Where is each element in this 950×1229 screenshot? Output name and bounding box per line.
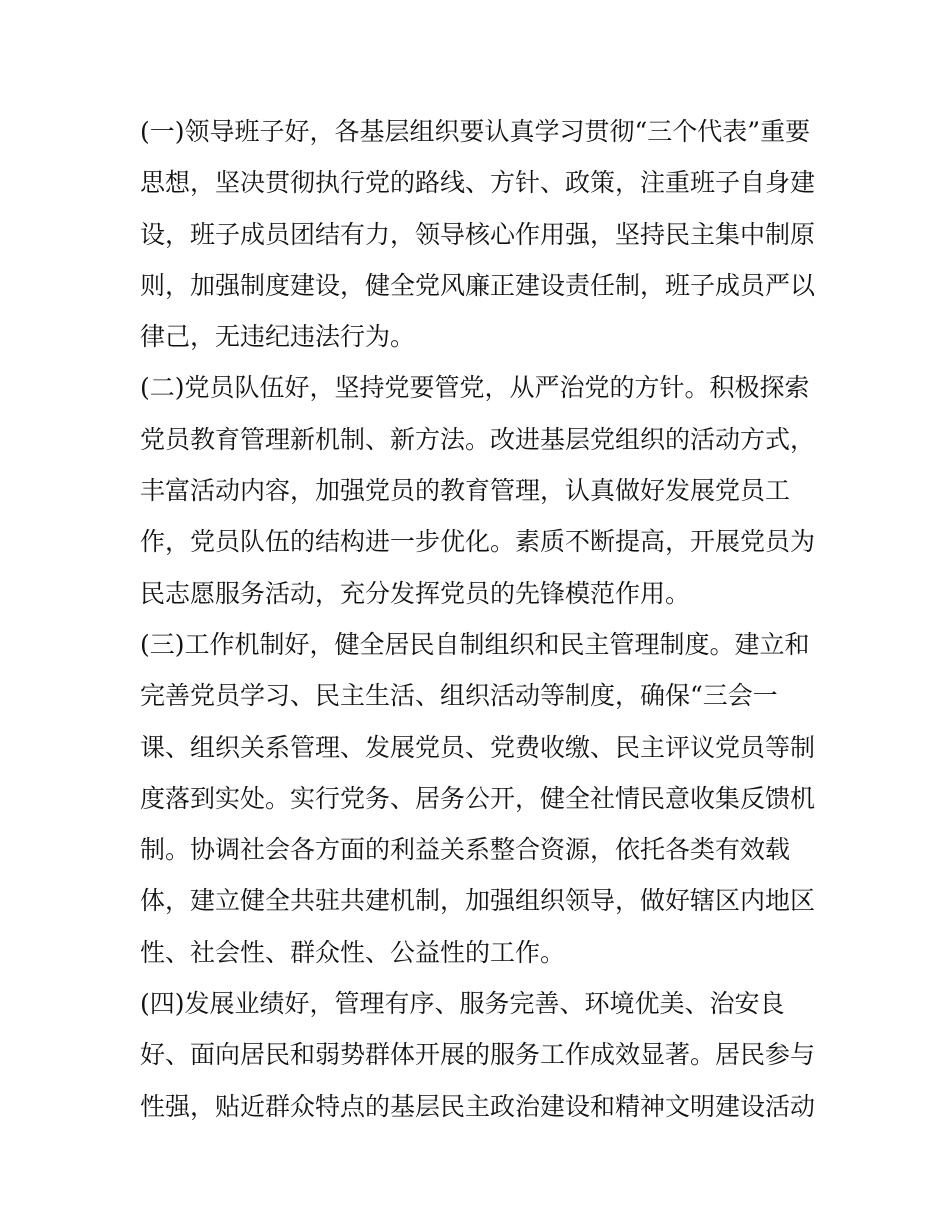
paragraph-line: 作，党员队伍的结构进一步优化。素质不断提高，开展党员为 — [140, 527, 816, 557]
paragraph-line: (二)党员队伍好，坚持党要管党，从严治党的方针。积极探索 — [140, 373, 810, 403]
paragraph-line: 则，加强制度建设，健全党风廉正建设责任制，班子成员严以 — [140, 270, 816, 300]
paragraph-line: 丰富活动内容，加强党员的教育管理，认真做好发展党员工 — [140, 476, 791, 506]
paragraph-4 — [140, 978, 820, 1132]
paragraph-line: 律己，无违纪违法行为。 — [140, 322, 416, 352]
paragraph-line: 制。协调社会各方面的利益关系整合资源，依托各类有效载 — [140, 835, 791, 865]
paragraph-line: 度落到实处。实行党务、居务公开，健全社情民意收集反馈机 — [140, 783, 816, 813]
paragraph-line: (四)发展业绩好，管理有序、服务完善、环境优美、治安良 — [140, 989, 785, 1019]
paragraph-line: 性、社会性、群众性、公益性的工作。 — [140, 937, 566, 967]
paragraph-line: 思想，坚决贯彻执行党的路线、方针、政策，注重班子自身建 — [140, 168, 816, 198]
paragraph-3 — [140, 619, 820, 978]
paragraph-line: (一)领导班子好，各基层组织要认真学习贯彻“三个代表”重要 — [140, 117, 811, 146]
paragraph-1 — [140, 106, 820, 362]
paragraph-line: 完善党员学习、民主生活、组织活动等制度，确保“三会一 — [140, 681, 778, 711]
paragraph-line: 性强，贴近群众特点的基层民主政治建设和精神文明建设活动 — [140, 1091, 816, 1121]
paragraph-line: 课、组织关系管理、发展党员、党费收缴、民主评议党员等制 — [140, 732, 816, 762]
document-body — [140, 106, 820, 1132]
paragraph-line: 好、面向居民和弱势群体开展的服务工作成效显著。居民参与 — [140, 1040, 816, 1070]
paragraph-line: 党员教育管理新机制、新方法。改进基层党组织的活动方式， — [140, 424, 816, 454]
paragraph-2 — [140, 362, 820, 618]
paragraph-line: 设，班子成员团结有力，领导核心作用强，坚持民主集中制原 — [140, 219, 816, 249]
paragraph-line: (三)工作机制好，健全居民自制组织和民主管理制度。建立和 — [140, 629, 810, 659]
paragraph-line: 体，建立健全共驻共建机制，加强组织领导，做好辖区内地区 — [140, 886, 816, 916]
paragraph-line: 民志愿服务活动，充分发挥党员的先锋模范作用。 — [140, 578, 691, 608]
